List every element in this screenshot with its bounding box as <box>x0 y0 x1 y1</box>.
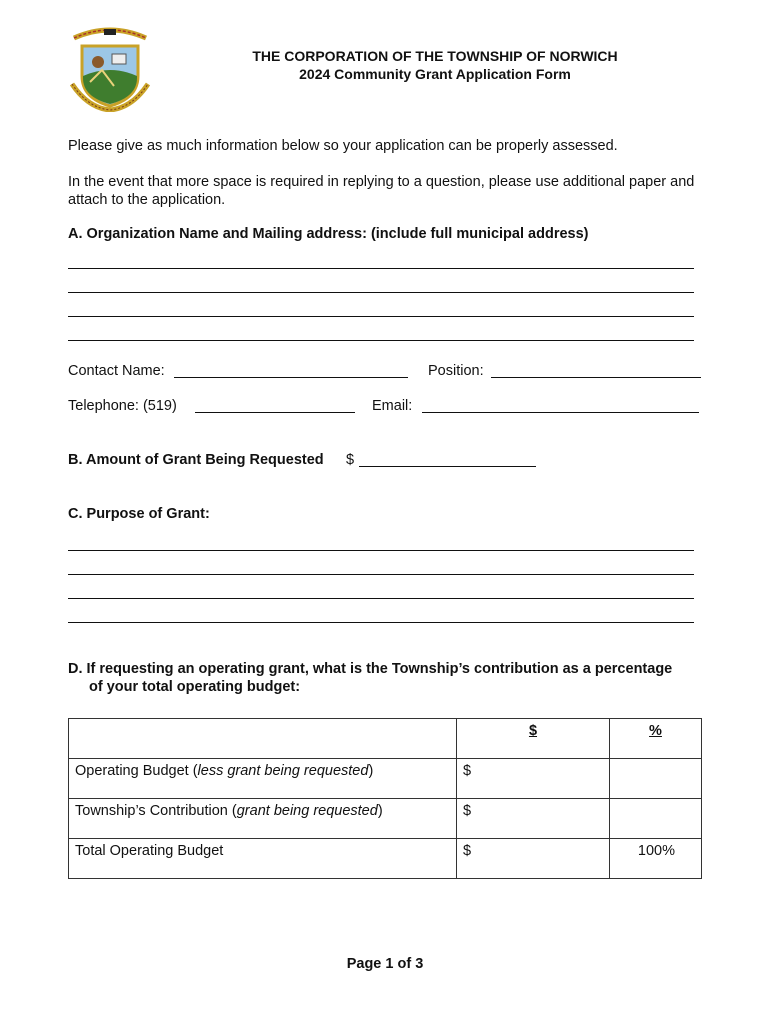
grant-amount-currency: $ <box>346 452 355 468</box>
dollar-cell[interactable]: $ <box>457 839 610 879</box>
grant-amount-field[interactable] <box>359 466 536 467</box>
row-label: Operating Budget (less grant being requested) <box>69 759 457 799</box>
table-header-empty <box>69 719 457 759</box>
telephone-field[interactable] <box>195 412 355 413</box>
dollar-cell[interactable]: $ <box>457 759 610 799</box>
address-line-2[interactable] <box>68 292 694 293</box>
township-crest-icon <box>68 24 152 112</box>
address-line-1[interactable] <box>68 268 694 269</box>
table-row <box>69 839 702 879</box>
table-header-row <box>69 719 702 759</box>
section-a-heading: A. Organization Name and Mailing address: (include full municipal address) <box>68 226 589 242</box>
section-c-heading: C. Purpose of Grant: <box>68 506 210 522</box>
intro-paragraph-2: In the event that more space is required in replying to a question, please use additional paper and attach to the application. <box>68 174 695 208</box>
address-line-3[interactable] <box>68 316 694 317</box>
dollar-cell[interactable]: $ <box>457 799 610 839</box>
intro-paragraph-1: Please give as much information below so your application can be properly assessed. <box>68 138 618 154</box>
percent-cell[interactable] <box>610 759 702 799</box>
document-title: THE CORPORATION OF THE TOWNSHIP OF NORWICH <box>252 48 618 64</box>
purpose-line-3[interactable] <box>68 598 694 599</box>
purpose-line-4[interactable] <box>68 622 694 623</box>
contact-name-label: Contact Name: <box>68 363 165 379</box>
percent-cell[interactable] <box>610 799 702 839</box>
contact-name-field[interactable] <box>174 377 408 378</box>
position-field[interactable] <box>491 377 701 378</box>
purpose-line-2[interactable] <box>68 574 694 575</box>
page-number: Page 1 of 3 <box>346 956 424 972</box>
percent-cell[interactable]: 100% <box>610 839 702 879</box>
percent-column-header: % <box>610 719 702 759</box>
purpose-line-1[interactable] <box>68 550 694 551</box>
email-field[interactable] <box>422 412 699 413</box>
table-row <box>69 759 702 799</box>
email-label: Email: <box>372 398 413 414</box>
section-d-heading-line2: of your total operating budget: <box>89 679 301 695</box>
telephone-label: Telephone: (519) <box>68 398 177 414</box>
row-label: Total Operating Budget <box>69 839 457 879</box>
section-d-heading-line1: D. If requesting an operating grant, what is the Township’s contribution as a percentage <box>68 661 673 677</box>
position-label: Position: <box>428 363 484 379</box>
operating-budget-table <box>68 718 702 879</box>
section-b-heading: B. Amount of Grant Being Requested <box>68 452 324 468</box>
dollar-column-header: $ <box>457 719 610 759</box>
document-subtitle: 2024 Community Grant Application Form <box>299 66 571 82</box>
address-line-4[interactable] <box>68 340 694 341</box>
table-row <box>69 799 702 839</box>
row-label: Township’s Contribution (grant being requested) <box>69 799 457 839</box>
